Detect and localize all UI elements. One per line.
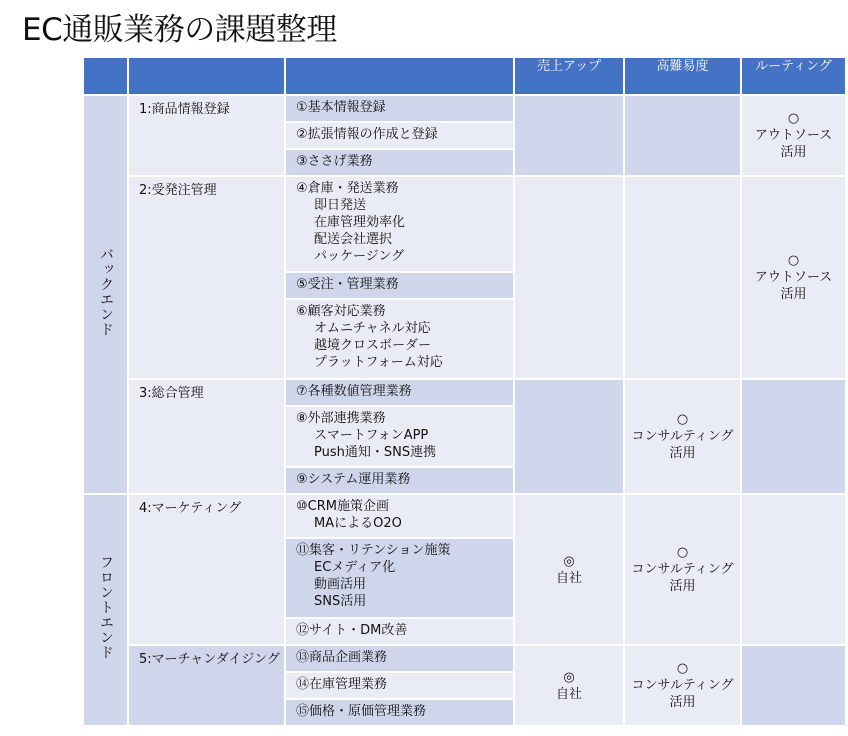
task-11-title: ⑪集客・リテンション施策 — [296, 543, 451, 558]
category-5: 5:マーチャンダイジング — [128, 645, 285, 726]
eval-text: アウトソース — [754, 270, 833, 285]
cell-c2-difficulty — [624, 176, 741, 379]
task-2: ②拡張情報の作成と登録 — [285, 122, 514, 149]
category-2: 2:受発注管理 — [128, 176, 285, 379]
task-6-sub: 越境クロスボーダー — [314, 338, 432, 353]
eval-text: 自社 — [555, 686, 582, 702]
eval-text: コンサルティング — [631, 562, 734, 577]
eval-text: コンサルティング — [631, 429, 734, 444]
task-5: ⑤受注・管理業務 — [285, 272, 514, 299]
cell-c5-sales — [514, 645, 624, 726]
group-backend — [83, 95, 128, 494]
header-cell-routing: ルーティング — [741, 57, 846, 95]
task-11-sub: SNS活用 — [314, 594, 367, 609]
eval-mark: ○ — [676, 545, 689, 560]
task-4-title: ④倉庫・発送業務 — [296, 181, 399, 196]
task-4-sub: 即日発送 — [314, 198, 367, 213]
task-4-sub: 在庫管理効率化 — [314, 215, 406, 230]
eval-text: 活用 — [780, 287, 807, 302]
task-8-title: ⑧外部連携業務 — [296, 411, 386, 426]
task-matrix-table — [82, 56, 847, 727]
header-cell-group — [83, 57, 128, 95]
eval-mark: ◎ — [563, 669, 575, 685]
task-9: ⑨システム運用業務 — [285, 467, 514, 494]
eval-text: 活用 — [669, 446, 696, 461]
cell-c1-difficulty — [624, 95, 741, 176]
page-title: EC通販業務の課題整理 — [22, 12, 337, 48]
category-4: 4:マーケティング — [128, 494, 285, 645]
cell-c2-sales — [514, 176, 624, 379]
cell-c3-difficulty — [624, 379, 741, 494]
category-1: 1:商品情報登録 — [128, 95, 285, 176]
eval-text: アウトソース — [754, 128, 833, 143]
eval-text: コンサルティング — [631, 678, 734, 693]
header-cell-sales: 売上アップ — [514, 57, 624, 95]
task-10-sub: MAによるO2O — [314, 516, 402, 531]
group-frontend — [83, 494, 128, 726]
category-3: 3:総合管理 — [128, 379, 285, 494]
eval-mark: ○ — [676, 661, 689, 676]
cell-c1-routing — [741, 95, 846, 176]
eval-text: 活用 — [669, 695, 696, 710]
task-4-sub: パッケージング — [314, 249, 405, 264]
task-6 — [285, 299, 514, 379]
cell-c1-sales — [514, 95, 624, 176]
task-8-sub: スマートフォンAPP — [314, 428, 429, 443]
eval-mark: ○ — [787, 111, 800, 126]
task-7: ⑦各種数値管理業務 — [285, 379, 514, 406]
cell-c5-routing — [741, 645, 846, 726]
cell-c3-sales — [514, 379, 624, 494]
task-14: ⑭在庫管理業務 — [285, 672, 514, 699]
task-6-sub: プラットフォーム対応 — [314, 355, 443, 370]
task-13: ⑬商品企画業務 — [285, 645, 514, 672]
group-label-frontend: フロントエンド — [98, 555, 114, 660]
task-1: ①基本情報登録 — [285, 95, 514, 122]
eval-text: 活用 — [780, 145, 807, 160]
task-11-sub: 動画活用 — [314, 577, 367, 592]
table-row — [83, 645, 846, 672]
eval-mark: ◎ — [563, 553, 575, 569]
group-label-backend: バックエンド — [98, 247, 114, 337]
eval-mark: ○ — [787, 253, 800, 268]
task-12: ⑫サイト・DM改善 — [285, 618, 514, 645]
header-row — [83, 57, 846, 95]
header-cell-difficulty: 高難易度 — [624, 57, 741, 95]
header-cell-task — [285, 57, 514, 95]
cell-c3-routing — [741, 379, 846, 494]
cell-c4-routing — [741, 494, 846, 645]
eval-text: 自社 — [555, 570, 582, 586]
task-10-title: ⑩CRM施策企画 — [296, 499, 389, 514]
table-row — [83, 379, 846, 406]
task-3: ③ささげ業務 — [285, 149, 514, 176]
task-11 — [285, 538, 514, 618]
task-6-title: ⑥顧客対応業務 — [296, 304, 386, 319]
task-6-sub: オムニチャネル対応 — [314, 321, 431, 336]
cell-c4-difficulty — [624, 494, 741, 645]
task-8 — [285, 406, 514, 467]
table-row — [83, 95, 846, 122]
header-cell-category — [128, 57, 285, 95]
table-row — [83, 494, 846, 538]
cell-c2-routing — [741, 176, 846, 379]
table-row — [83, 176, 846, 272]
cell-c5-difficulty — [624, 645, 741, 726]
task-11-sub: ECメディア化 — [314, 560, 396, 575]
task-8-sub: Push通知・SNS連携 — [314, 445, 437, 460]
task-4-sub: 配送会社選択 — [314, 232, 393, 247]
task-10 — [285, 494, 514, 538]
task-15: ⑮価格・原価管理業務 — [285, 699, 514, 726]
cell-c4-sales — [514, 494, 624, 645]
eval-text: 活用 — [669, 579, 696, 594]
eval-mark: ○ — [676, 412, 689, 427]
task-4 — [285, 176, 514, 272]
